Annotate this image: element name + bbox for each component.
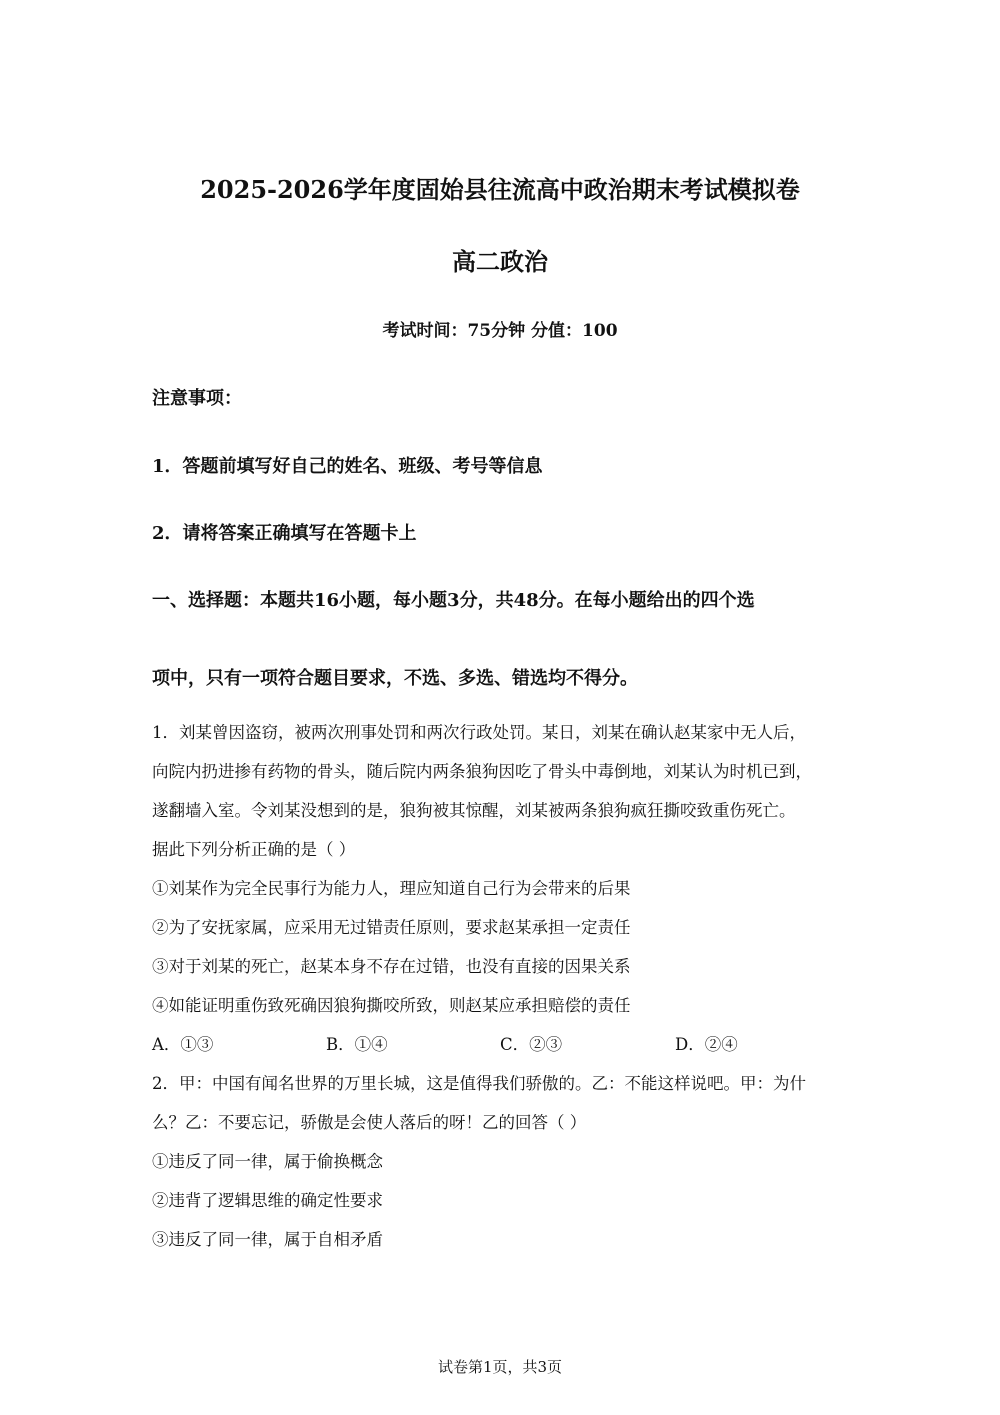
question-1-choice-b: B．①④ [326, 1035, 388, 1054]
question-1-statement: ③对于刘某的死亡，赵某本身不存在过错，也没有直接的因果关系 [152, 957, 631, 976]
exam-title: 2025-2026学年度固始县往流高中政治期末考试模拟卷 [200, 175, 800, 204]
question-2-statement: ②违背了逻辑思维的确定性要求 [152, 1191, 383, 1210]
page-footer: 试卷第1页，共3页 [437, 1358, 563, 1376]
question-1-line: 遂翻墙入室。令刘某没想到的是，狼狗被其惊醒，刘某被两条狼狗疯狂撕咬致重伤死亡。 [152, 801, 796, 820]
section-heading-line2: 项中，只有一项符合题目要求，不选、多选、错选均不得分。 [152, 668, 638, 689]
question-2-statement: ③违反了同一律，属于自相矛盾 [152, 1230, 383, 1249]
question-1-choice-d: D．②④ [675, 1035, 738, 1054]
section-heading-line1: 一、选择题：本题共16小题，每小题3分，共48分。在每小题给出的四个选 [152, 590, 755, 611]
question-1-statement: ①刘某作为完全民事行为能力人，理应知道自己行为会带来的后果 [152, 879, 631, 898]
question-1-choice-c: C．②③ [500, 1035, 563, 1054]
question-1-statement: ②为了安抚家属，应采用无过错责任原则，要求赵某承担一定责任 [152, 918, 631, 937]
question-2-statement: ①违反了同一律，属于偷换概念 [152, 1152, 383, 1171]
question-1-line: 1．刘某曾因盗窃，被两次刑事处罚和两次行政处罚。某日，刘某在确认赵某家中无人后， [152, 723, 806, 742]
question-1-statement: ④如能证明重伤致死确因狼狗撕咬所致，则赵某应承担赔偿的责任 [152, 996, 631, 1015]
exam-subtitle: 高二政治 [452, 247, 548, 276]
exam-info: 考试时间：75分钟 分值：100 [382, 321, 618, 341]
question-2-line: 么？乙：不要忘记，骄傲是会使人落后的呀！乙的回答（ ） [152, 1113, 587, 1132]
question-1-line: 据此下列分析正确的是（ ） [152, 840, 356, 859]
question-1-line: 向院内扔进掺有药物的骨头，随后院内两条狼狗因吃了骨头中毒倒地，刘某认为时机已到， [152, 762, 812, 781]
notice-item: 2．请将答案正确填写在答题卡上 [152, 523, 417, 544]
notice-item: 1．答题前填写好自己的姓名、班级、考号等信息 [152, 456, 543, 477]
question-2-line: 2．甲：中国有闻名世界的万里长城，这是值得我们骄傲的。乙：不能这样说吧。甲：为什 [152, 1074, 806, 1093]
question-1-choice-a: A．①③ [152, 1035, 214, 1054]
notice-heading: 注意事项： [152, 388, 242, 409]
